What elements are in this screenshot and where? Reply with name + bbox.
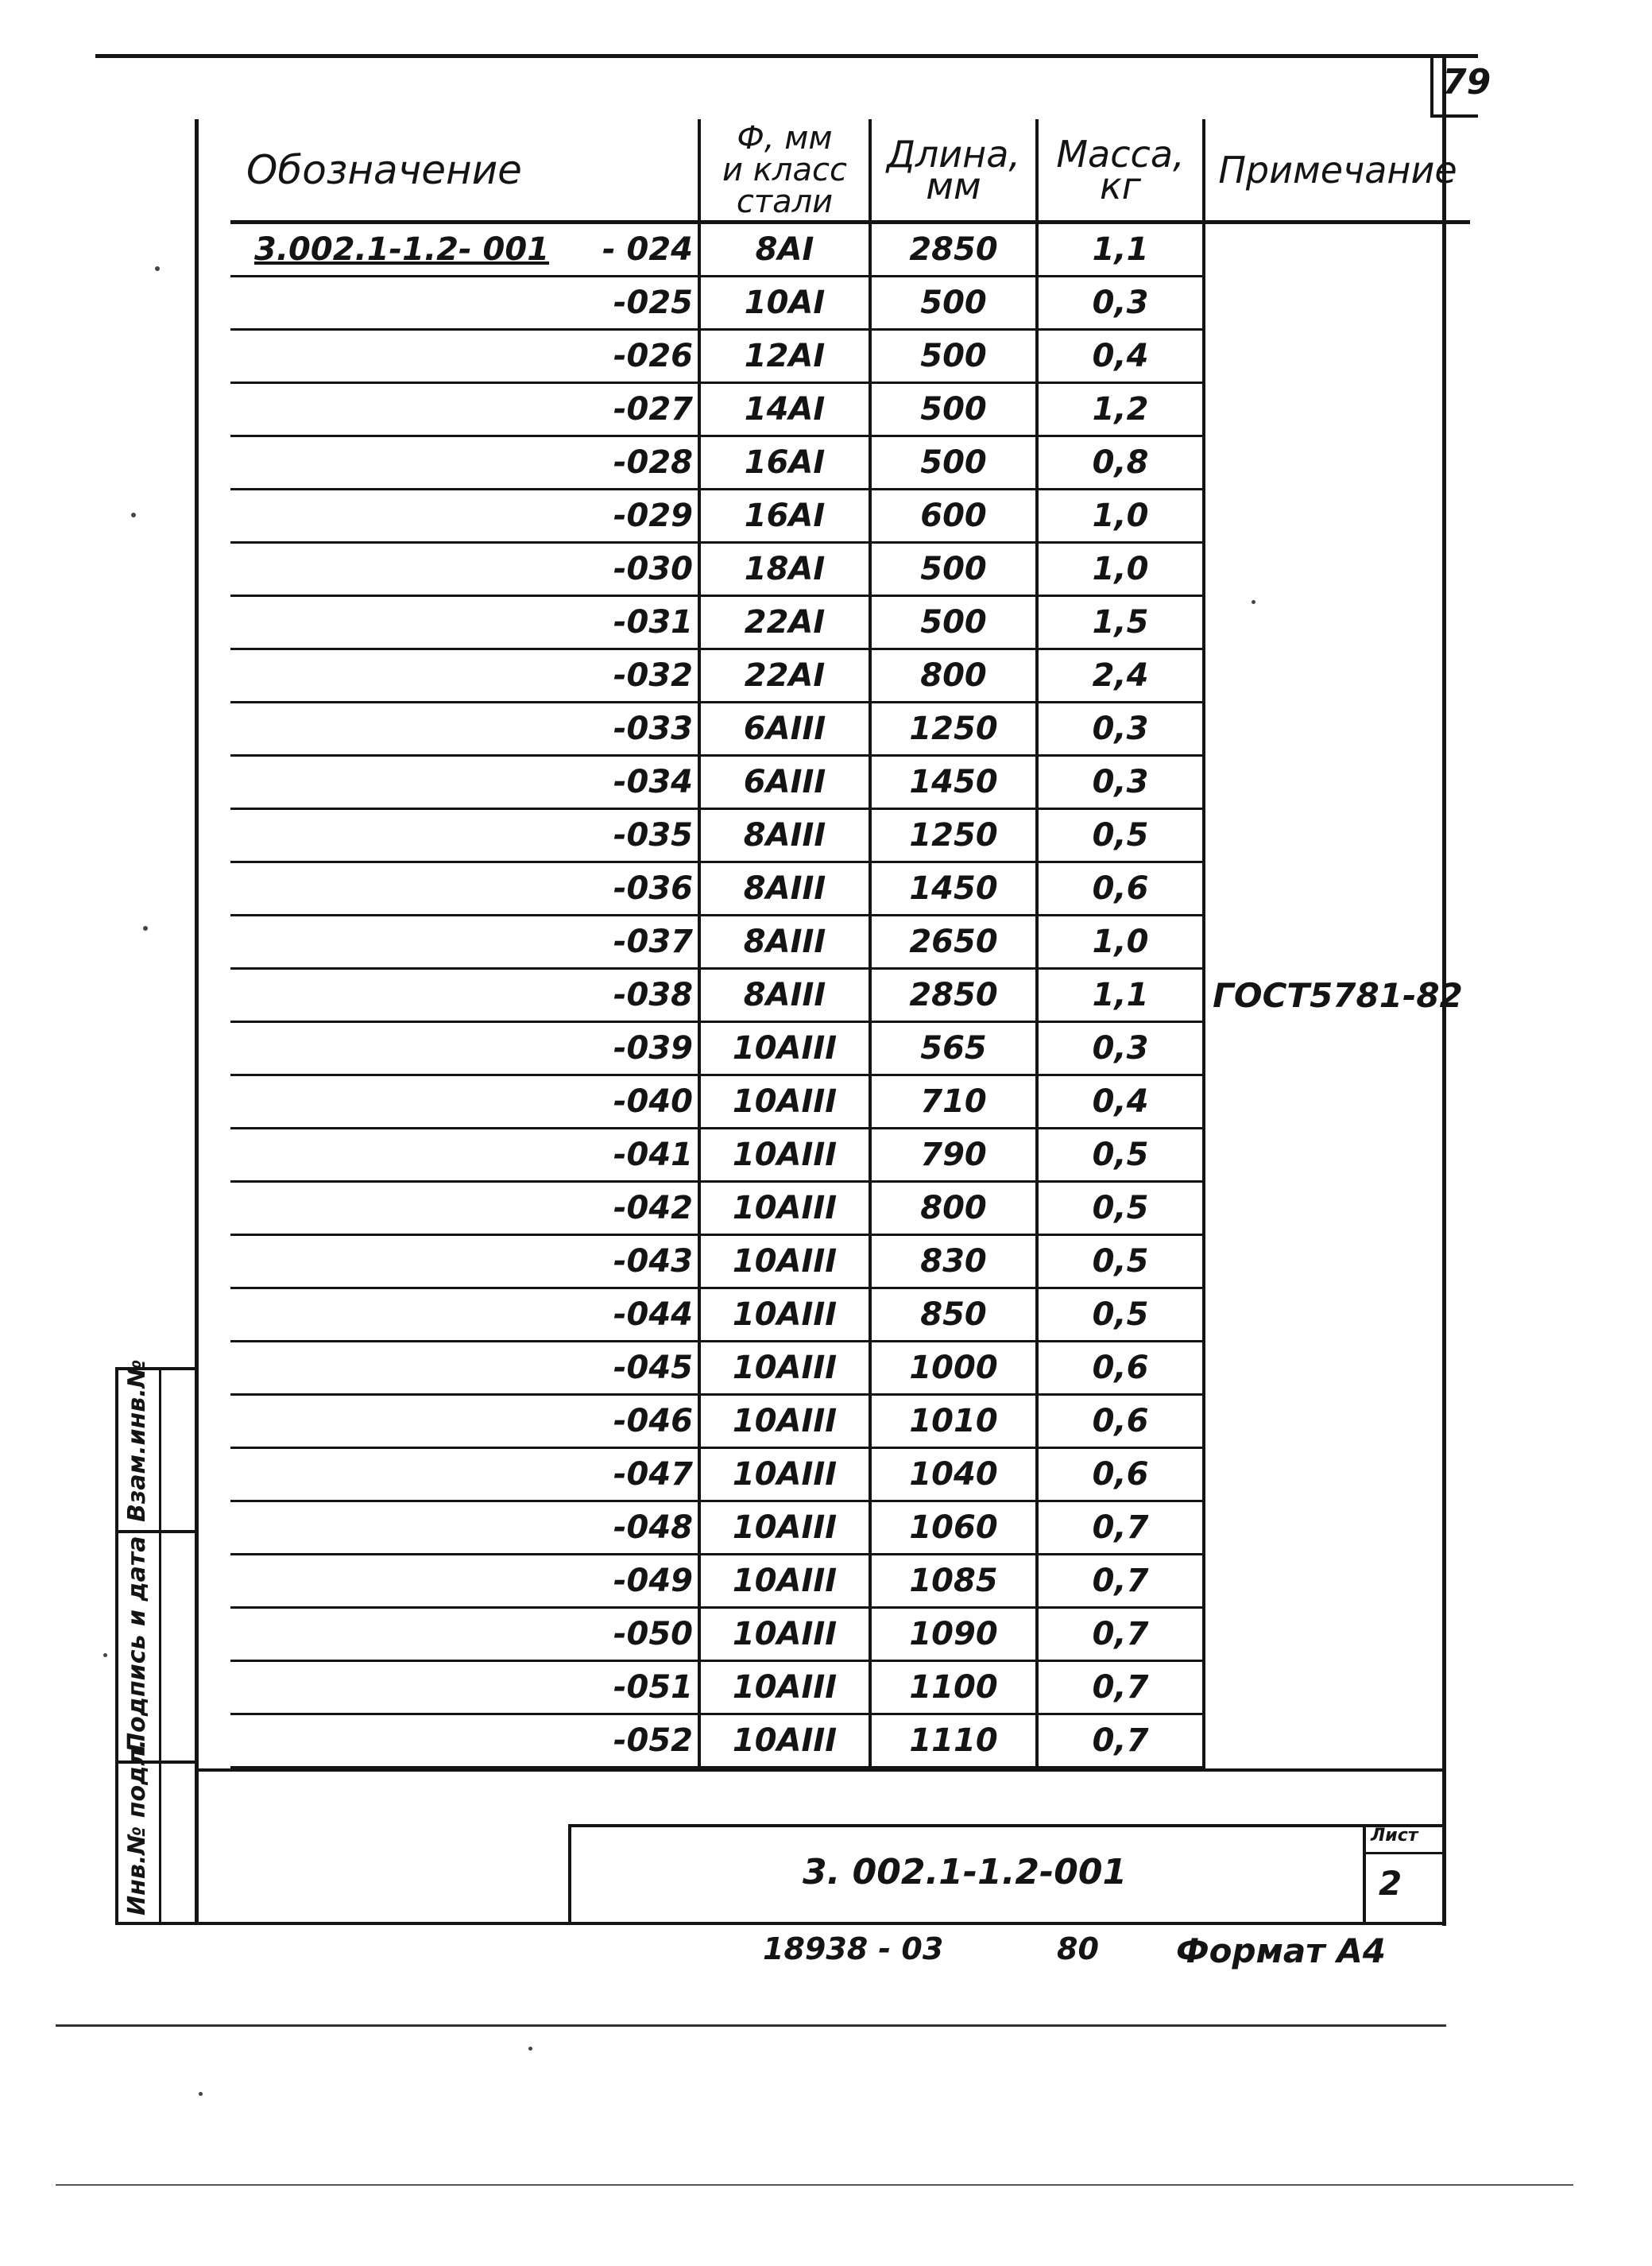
mass-cell: 1,0 <box>1037 543 1204 596</box>
mass-cell: 0,7 <box>1037 1661 1204 1714</box>
title-block-left <box>568 1824 571 1923</box>
scan-speck <box>528 2047 532 2051</box>
sheet-box-left <box>1363 1824 1366 1923</box>
diameter-cell: 14АI <box>699 383 870 436</box>
base-code: 3.002.1-1.2- 001 <box>254 231 550 268</box>
designation-cell <box>230 1555 699 1608</box>
designation-suffix: -048 <box>613 1509 693 1546</box>
sheet-label: Лист <box>1371 1826 1418 1846</box>
length-cell: 565 <box>870 1022 1037 1075</box>
designation-suffix: -032 <box>613 657 693 694</box>
designation-cell <box>230 1075 699 1129</box>
designation-suffix: -042 <box>613 1190 693 1226</box>
table-header-row <box>230 119 1470 223</box>
designation-suffix: -045 <box>613 1350 693 1386</box>
mass-cell: 1,1 <box>1037 223 1204 277</box>
diameter-cell: 12АI <box>699 330 870 383</box>
designation-suffix: -041 <box>613 1137 693 1173</box>
diameter-cell: 10АIII <box>699 1608 870 1661</box>
scan-speck <box>155 266 160 271</box>
designation-cell <box>230 1608 699 1661</box>
length-cell: 500 <box>870 383 1037 436</box>
designation-suffix: -039 <box>613 1030 693 1067</box>
side-stamp-inventory-label: Инв.№ подл. <box>123 1739 151 1915</box>
length-cell: 800 <box>870 1182 1037 1235</box>
mass-cell: 2,4 <box>1037 649 1204 703</box>
scan-speck <box>103 1653 107 1657</box>
designation-cell <box>230 703 699 756</box>
length-cell: 500 <box>870 277 1037 330</box>
designation-suffix: -025 <box>613 285 693 321</box>
header-designation: Обозначение <box>230 119 699 223</box>
diameter-cell: 16АI <box>699 436 870 490</box>
designation-cell <box>230 862 699 916</box>
side-stamp-bottom <box>115 1922 1446 1925</box>
footer-order-number: 18938 - 03 <box>763 1931 944 1966</box>
mass-cell: 0,3 <box>1037 756 1204 809</box>
designation-suffix: -046 <box>613 1403 693 1439</box>
diameter-cell: 6АIII <box>699 756 870 809</box>
designation-cell <box>230 543 699 596</box>
title-block-inner-top <box>568 1824 1446 1827</box>
designation-suffix: -049 <box>613 1563 693 1599</box>
designation-suffix: -033 <box>613 711 693 747</box>
diameter-cell: 10АI <box>699 277 870 330</box>
scan-edge-line-1 <box>56 2024 1446 2027</box>
length-cell: 1450 <box>870 862 1037 916</box>
length-cell: 830 <box>870 1235 1037 1288</box>
designation-cell <box>230 1129 699 1182</box>
length-cell: 2850 <box>870 223 1037 277</box>
designation-cell <box>230 223 699 277</box>
designation-suffix: -034 <box>613 764 693 800</box>
mass-cell: 0,7 <box>1037 1714 1204 1768</box>
mass-cell: 0,7 <box>1037 1501 1204 1555</box>
mass-cell: 0,5 <box>1037 1288 1204 1342</box>
designation-suffix: -038 <box>613 977 693 1013</box>
scan-speck <box>143 926 148 931</box>
designation-suffix: -036 <box>613 870 693 907</box>
designation-cell <box>230 277 699 330</box>
scan-edge-line-2 <box>56 2184 1573 2186</box>
table-row <box>230 223 1470 277</box>
mass-cell: 1,0 <box>1037 916 1204 969</box>
header-note: Примечание <box>1204 119 1470 223</box>
side-stamp-signature-label: Подпись и дата <box>123 1536 151 1753</box>
length-cell: 600 <box>870 490 1037 543</box>
mass-cell: 0,3 <box>1037 703 1204 756</box>
designation-cell <box>230 1714 699 1768</box>
length-cell: 710 <box>870 1075 1037 1129</box>
designation-suffix: -052 <box>613 1722 693 1759</box>
designation-cell <box>230 1342 699 1395</box>
length-cell: 1060 <box>870 1501 1037 1555</box>
designation-cell <box>230 596 699 649</box>
designation-cell <box>230 1661 699 1714</box>
side-stamp-replacement-label: Взам.инв.№ <box>123 1359 151 1522</box>
designation-suffix: -040 <box>613 1083 693 1120</box>
designation-suffix: -051 <box>613 1669 693 1706</box>
diameter-cell: 18АI <box>699 543 870 596</box>
scan-speck <box>131 513 136 517</box>
footer-page-number: 80 <box>1057 1931 1099 1966</box>
diameter-cell: 10АIII <box>699 1555 870 1608</box>
designation-suffix: -031 <box>613 604 693 641</box>
designation-suffix: -028 <box>613 444 693 481</box>
designation-cell <box>230 1022 699 1075</box>
header-mass: Масса, кг <box>1037 119 1204 223</box>
designation-suffix: - 024 <box>602 231 693 268</box>
designation-suffix: -035 <box>613 817 693 854</box>
footer-format: Формат А4 <box>1176 1931 1386 1970</box>
mass-cell: 0,6 <box>1037 1342 1204 1395</box>
length-cell: 500 <box>870 330 1037 383</box>
designation-cell <box>230 330 699 383</box>
side-stamp-left-line <box>115 1367 118 1923</box>
designation-cell <box>230 1288 699 1342</box>
length-cell: 1100 <box>870 1661 1037 1714</box>
length-cell: 1090 <box>870 1608 1037 1661</box>
designation-cell <box>230 756 699 809</box>
specification-table <box>230 119 1470 1768</box>
diameter-cell: 8АIII <box>699 916 870 969</box>
side-stamp-sep-1 <box>115 1530 199 1533</box>
diameter-cell: 22АI <box>699 649 870 703</box>
diameter-cell: 10АIII <box>699 1661 870 1714</box>
mass-cell: 0,4 <box>1037 330 1204 383</box>
designation-suffix: -050 <box>613 1616 693 1652</box>
length-cell: 2850 <box>870 969 1037 1022</box>
mass-cell: 0,4 <box>1037 1075 1204 1129</box>
mass-cell: 0,5 <box>1037 1182 1204 1235</box>
note-cell: ГОСТ5781-82 <box>1204 223 1470 1768</box>
mass-cell: 0,5 <box>1037 1235 1204 1288</box>
page-number-box-left <box>1430 54 1433 116</box>
length-cell: 2650 <box>870 916 1037 969</box>
mass-cell: 0,6 <box>1037 1395 1204 1448</box>
designation-cell <box>230 436 699 490</box>
sheet-box-divider <box>1363 1852 1446 1854</box>
frame-top-line <box>95 54 1478 58</box>
designation-suffix: -043 <box>613 1243 693 1280</box>
designation-cell <box>230 649 699 703</box>
mass-cell: 0,3 <box>1037 277 1204 330</box>
diameter-cell: 22АI <box>699 596 870 649</box>
length-cell: 790 <box>870 1129 1037 1182</box>
mass-cell: 1,0 <box>1037 490 1204 543</box>
designation-suffix: -030 <box>613 551 693 587</box>
page-number: 79 <box>1442 62 1491 103</box>
header-length: Длина, мм <box>870 119 1037 223</box>
table-body <box>230 223 1470 1768</box>
diameter-cell: 8АIII <box>699 862 870 916</box>
diameter-cell: 10АIII <box>699 1182 870 1235</box>
diameter-cell: 10АIII <box>699 1714 870 1768</box>
designation-cell <box>230 1448 699 1501</box>
diameter-cell: 10АIII <box>699 1395 870 1448</box>
diameter-cell: 10АIII <box>699 1501 870 1555</box>
diameter-cell: 10АIII <box>699 1022 870 1075</box>
length-cell: 500 <box>870 543 1037 596</box>
diameter-cell: 8АI <box>699 223 870 277</box>
diameter-cell: 10АIII <box>699 1342 870 1395</box>
diameter-cell: 10АIII <box>699 1448 870 1501</box>
scan-speck <box>1252 600 1255 604</box>
diameter-cell: 8АIII <box>699 969 870 1022</box>
mass-cell: 1,5 <box>1037 596 1204 649</box>
length-cell: 1010 <box>870 1395 1037 1448</box>
side-stamp-divider <box>159 1367 161 1923</box>
designation-cell <box>230 1395 699 1448</box>
designation-cell <box>230 916 699 969</box>
title-block-top <box>199 1768 1446 1772</box>
header-diameter: Ф, мм и класс стали <box>699 119 870 223</box>
length-cell: 500 <box>870 596 1037 649</box>
length-cell: 500 <box>870 436 1037 490</box>
mass-cell: 0,6 <box>1037 1448 1204 1501</box>
mass-cell: 1,1 <box>1037 969 1204 1022</box>
designation-cell <box>230 1182 699 1235</box>
mass-cell: 0,3 <box>1037 1022 1204 1075</box>
mass-cell: 0,8 <box>1037 436 1204 490</box>
designation-suffix: -044 <box>613 1296 693 1333</box>
designation-suffix: -026 <box>613 338 693 374</box>
diameter-cell: 6АIII <box>699 703 870 756</box>
designation-suffix: -047 <box>613 1456 693 1493</box>
document-code: 3. 002.1-1.2-001 <box>803 1852 1128 1892</box>
length-cell: 850 <box>870 1288 1037 1342</box>
length-cell: 1110 <box>870 1714 1037 1768</box>
designation-cell <box>230 969 699 1022</box>
scan-speck <box>199 2092 203 2096</box>
length-cell: 1450 <box>870 756 1037 809</box>
designation-cell <box>230 1501 699 1555</box>
designation-suffix: -027 <box>613 391 693 428</box>
length-cell: 800 <box>870 649 1037 703</box>
diameter-cell: 10АIII <box>699 1075 870 1129</box>
mass-cell: 0,5 <box>1037 1129 1204 1182</box>
mass-cell: 0,7 <box>1037 1608 1204 1661</box>
length-cell: 1085 <box>870 1555 1037 1608</box>
frame-left-line <box>195 119 199 1923</box>
designation-cell <box>230 383 699 436</box>
diameter-cell: 8АIII <box>699 809 870 862</box>
mass-cell: 0,6 <box>1037 862 1204 916</box>
designation-cell <box>230 1235 699 1288</box>
sheet-number: 2 <box>1379 1864 1402 1903</box>
mass-cell: 0,7 <box>1037 1555 1204 1608</box>
diameter-cell: 16АI <box>699 490 870 543</box>
length-cell: 1250 <box>870 809 1037 862</box>
diameter-cell: 10АIII <box>699 1288 870 1342</box>
designation-cell <box>230 490 699 543</box>
mass-cell: 1,2 <box>1037 383 1204 436</box>
length-cell: 1000 <box>870 1342 1037 1395</box>
length-cell: 1040 <box>870 1448 1037 1501</box>
designation-suffix: -029 <box>613 498 693 534</box>
diameter-cell: 10АIII <box>699 1129 870 1182</box>
designation-suffix: -037 <box>613 924 693 960</box>
mass-cell: 0,5 <box>1037 809 1204 862</box>
diameter-cell: 10АIII <box>699 1235 870 1288</box>
page-number-box-bottom <box>1430 114 1478 118</box>
length-cell: 1250 <box>870 703 1037 756</box>
designation-cell <box>230 809 699 862</box>
